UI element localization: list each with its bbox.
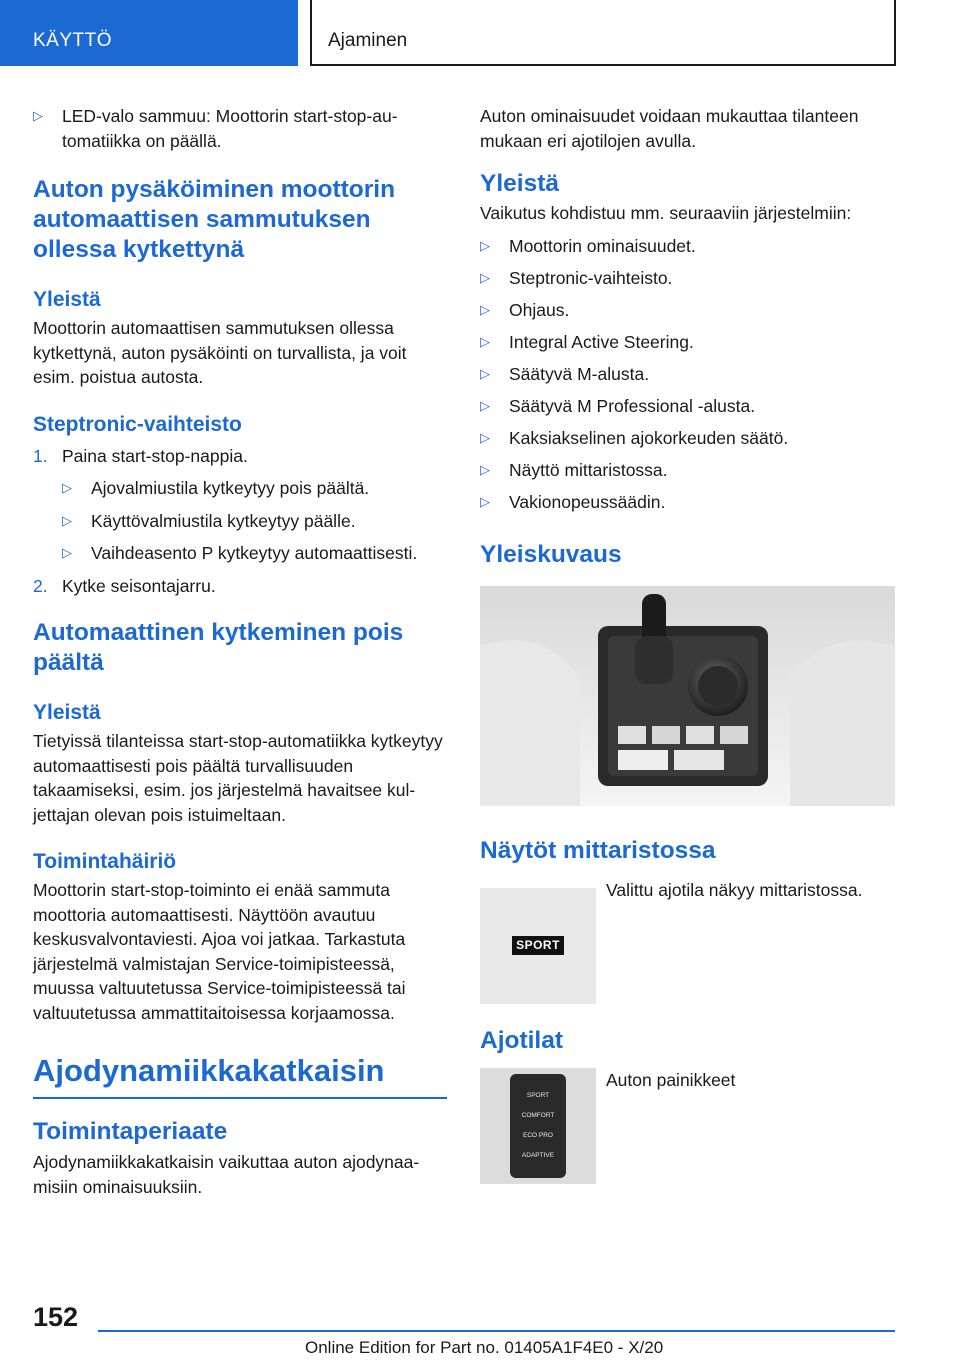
step-number: 1. xyxy=(33,445,48,466)
triangle-bullet-icon: ▷ xyxy=(480,333,490,349)
triangle-bullet-icon: ▷ xyxy=(480,237,490,253)
list-item: ▷ Integral Active Steering. xyxy=(480,330,896,355)
paragraph: Auton ominaisuudet voidaan mukauttaa tilanteen mukaan eri ajotilojen avulla. xyxy=(480,106,859,151)
paragraph: Tietyissä tilanteissa start-stop-automatiikka kytkeytyy automaattisesti pois päältä turvallisuuden takaamiseksi, esim. jos järjestelmä havaitsee kuljettajan olevan pois istuimeltaan. xyxy=(33,731,443,825)
step-list xyxy=(33,444,447,599)
triangle-bullet-icon: ▷ xyxy=(480,493,490,509)
triangle-bullet-icon: ▷ xyxy=(62,545,72,560)
footer-divider xyxy=(98,1330,895,1332)
step-item: 2. Kytke seisontajarru. xyxy=(33,574,447,599)
paragraph: Ajodynamiikkakatkaisin vaikuttaa auton ajodynaamisiin ominaisuuksiin. xyxy=(33,1152,420,1197)
mode-button-sport[interactable]: SPORT xyxy=(526,1092,550,1099)
sport-display-image xyxy=(480,888,596,1004)
section-title: Ajaminen xyxy=(310,0,896,66)
sub-bullet-list xyxy=(62,476,447,566)
heading-drive-switch: Ajodynamiikkakatkaisin xyxy=(33,1051,447,1099)
list-item: ▷ LED-valo sammuu: Moottorin start-stop-automatiikka on päällä. xyxy=(33,106,398,151)
list-item: ▷ Kaksiakselinen ajokorkeuden säätö. xyxy=(480,426,896,451)
subheading-steptronic: Steptronic-vaihteisto xyxy=(33,412,242,436)
subheading-general: Yleistä xyxy=(33,701,101,724)
paragraph: Auton painikkeet xyxy=(606,1070,736,1090)
subheading-general: Yleistä xyxy=(33,288,101,311)
paragraph: Valittu ajotila näkyy mittaristossa. xyxy=(606,880,863,900)
triangle-bullet-icon: ▷ xyxy=(480,461,490,477)
list-item: ▷ Vakionopeussäädin. xyxy=(480,490,896,515)
edition-note: Online Edition for Part no. 01405A1F4E0 - X/20 xyxy=(305,1338,664,1357)
center-console-illustration xyxy=(480,586,895,806)
page-number: 152 xyxy=(33,1302,79,1332)
systems-list xyxy=(480,234,896,515)
mode-button-adaptive[interactable]: ADAPTIVE xyxy=(521,1152,555,1159)
step-number: 2. xyxy=(33,575,48,596)
triangle-bullet-icon: ▷ xyxy=(480,365,490,381)
displays-block xyxy=(480,878,896,996)
heading-principle: Toimintaperiaate xyxy=(33,1118,228,1145)
triangle-bullet-icon: ▷ xyxy=(480,269,490,285)
heading-overview: Yleiskuvaus xyxy=(480,541,622,568)
triangle-bullet-icon: ▷ xyxy=(480,301,490,317)
triangle-bullet-icon: ▷ xyxy=(62,480,72,495)
list-item: ▷ Vaihdeasento P kytkeytyy automaattisesti. xyxy=(62,541,447,566)
right-column xyxy=(480,104,896,1186)
list-item: ▷ Ohjaus. xyxy=(480,298,896,323)
triangle-bullet-icon: ▷ xyxy=(480,397,490,413)
intro-bullet-list xyxy=(33,104,447,153)
heading-displays: Näytöt mittaristossa xyxy=(480,837,716,864)
list-item: ▷ Moottorin ominaisuudet. xyxy=(480,234,896,259)
heading-general: Yleistä xyxy=(480,170,559,197)
list-item: ▷ Säätyvä M Professional -alusta. xyxy=(480,394,896,419)
list-item: ▷ Steptronic-vaihteisto. xyxy=(480,266,896,291)
list-item: ▷ Säätyvä M-alusta. xyxy=(480,362,896,387)
step-item: 1. Paina start-stop-nappia. ▷ Ajovalmiustila kytkeytyy pois päältä. ▷ Käyttövalmiustila kytkeytyy päälle. ▷ Vaihdeasento P kytkeytyy automaattisesti. xyxy=(33,444,447,566)
list-item: ▷ Näyttö mittaristossa. xyxy=(480,458,896,483)
modes-block xyxy=(480,1068,896,1186)
heading-auto-off: Automaattinen kytkeminen pois päältä xyxy=(33,619,404,676)
triangle-bullet-icon: ▷ xyxy=(62,512,72,528)
mode-button-eco-pro[interactable]: ECO PRO xyxy=(523,1132,553,1139)
mode-buttons-image xyxy=(480,1068,596,1184)
paragraph: Vaikutus kohdistuu mm. seuraaviin järjestelmiin: xyxy=(480,203,852,223)
heading-modes: Ajotilat xyxy=(480,1027,564,1054)
page-header xyxy=(0,0,960,66)
paragraph: Moottorin start-stop-toiminto ei enää sammuta moottoria automaattisesti. Näyttöön avautuu keskusvalvontaviesti. Ajoa voi jatkaa. Tarkastuta järjestelmä valmistajan Service-toimipisteessä, muussa valtuutetussa Service-toimipisteessä tai valtuutetussa ammattitaitoisessa korjaamossa. xyxy=(33,880,406,1023)
center-console-image xyxy=(480,586,895,806)
sport-badge: SPORT xyxy=(512,936,564,955)
subheading-fault: Toimintahäiriö xyxy=(33,850,177,873)
triangle-bullet-icon: ▷ xyxy=(480,429,490,445)
heading-parking: Auton pysäköiminen moottorin automaattisen sammutuksen ollessa kytkettynä xyxy=(33,176,396,263)
list-item: ▷ Ajovalmiustila kytkeytyy pois päältä. xyxy=(62,476,447,501)
chapter-tab[interactable]: KÄYTTÖ xyxy=(0,0,298,66)
mode-button-comfort[interactable]: COMFORT xyxy=(521,1112,555,1119)
paragraph: Moottorin automaattisen sammutuksen ollessa kytkettynä, auton pysäköinti on turvallista, ja voit esim. poistua autosta. xyxy=(33,318,407,387)
triangle-bullet-icon: ▷ xyxy=(33,108,43,123)
list-item: ▷ Käyttövalmiustila kytkeytyy päälle. xyxy=(62,509,447,534)
left-column xyxy=(33,104,447,1199)
